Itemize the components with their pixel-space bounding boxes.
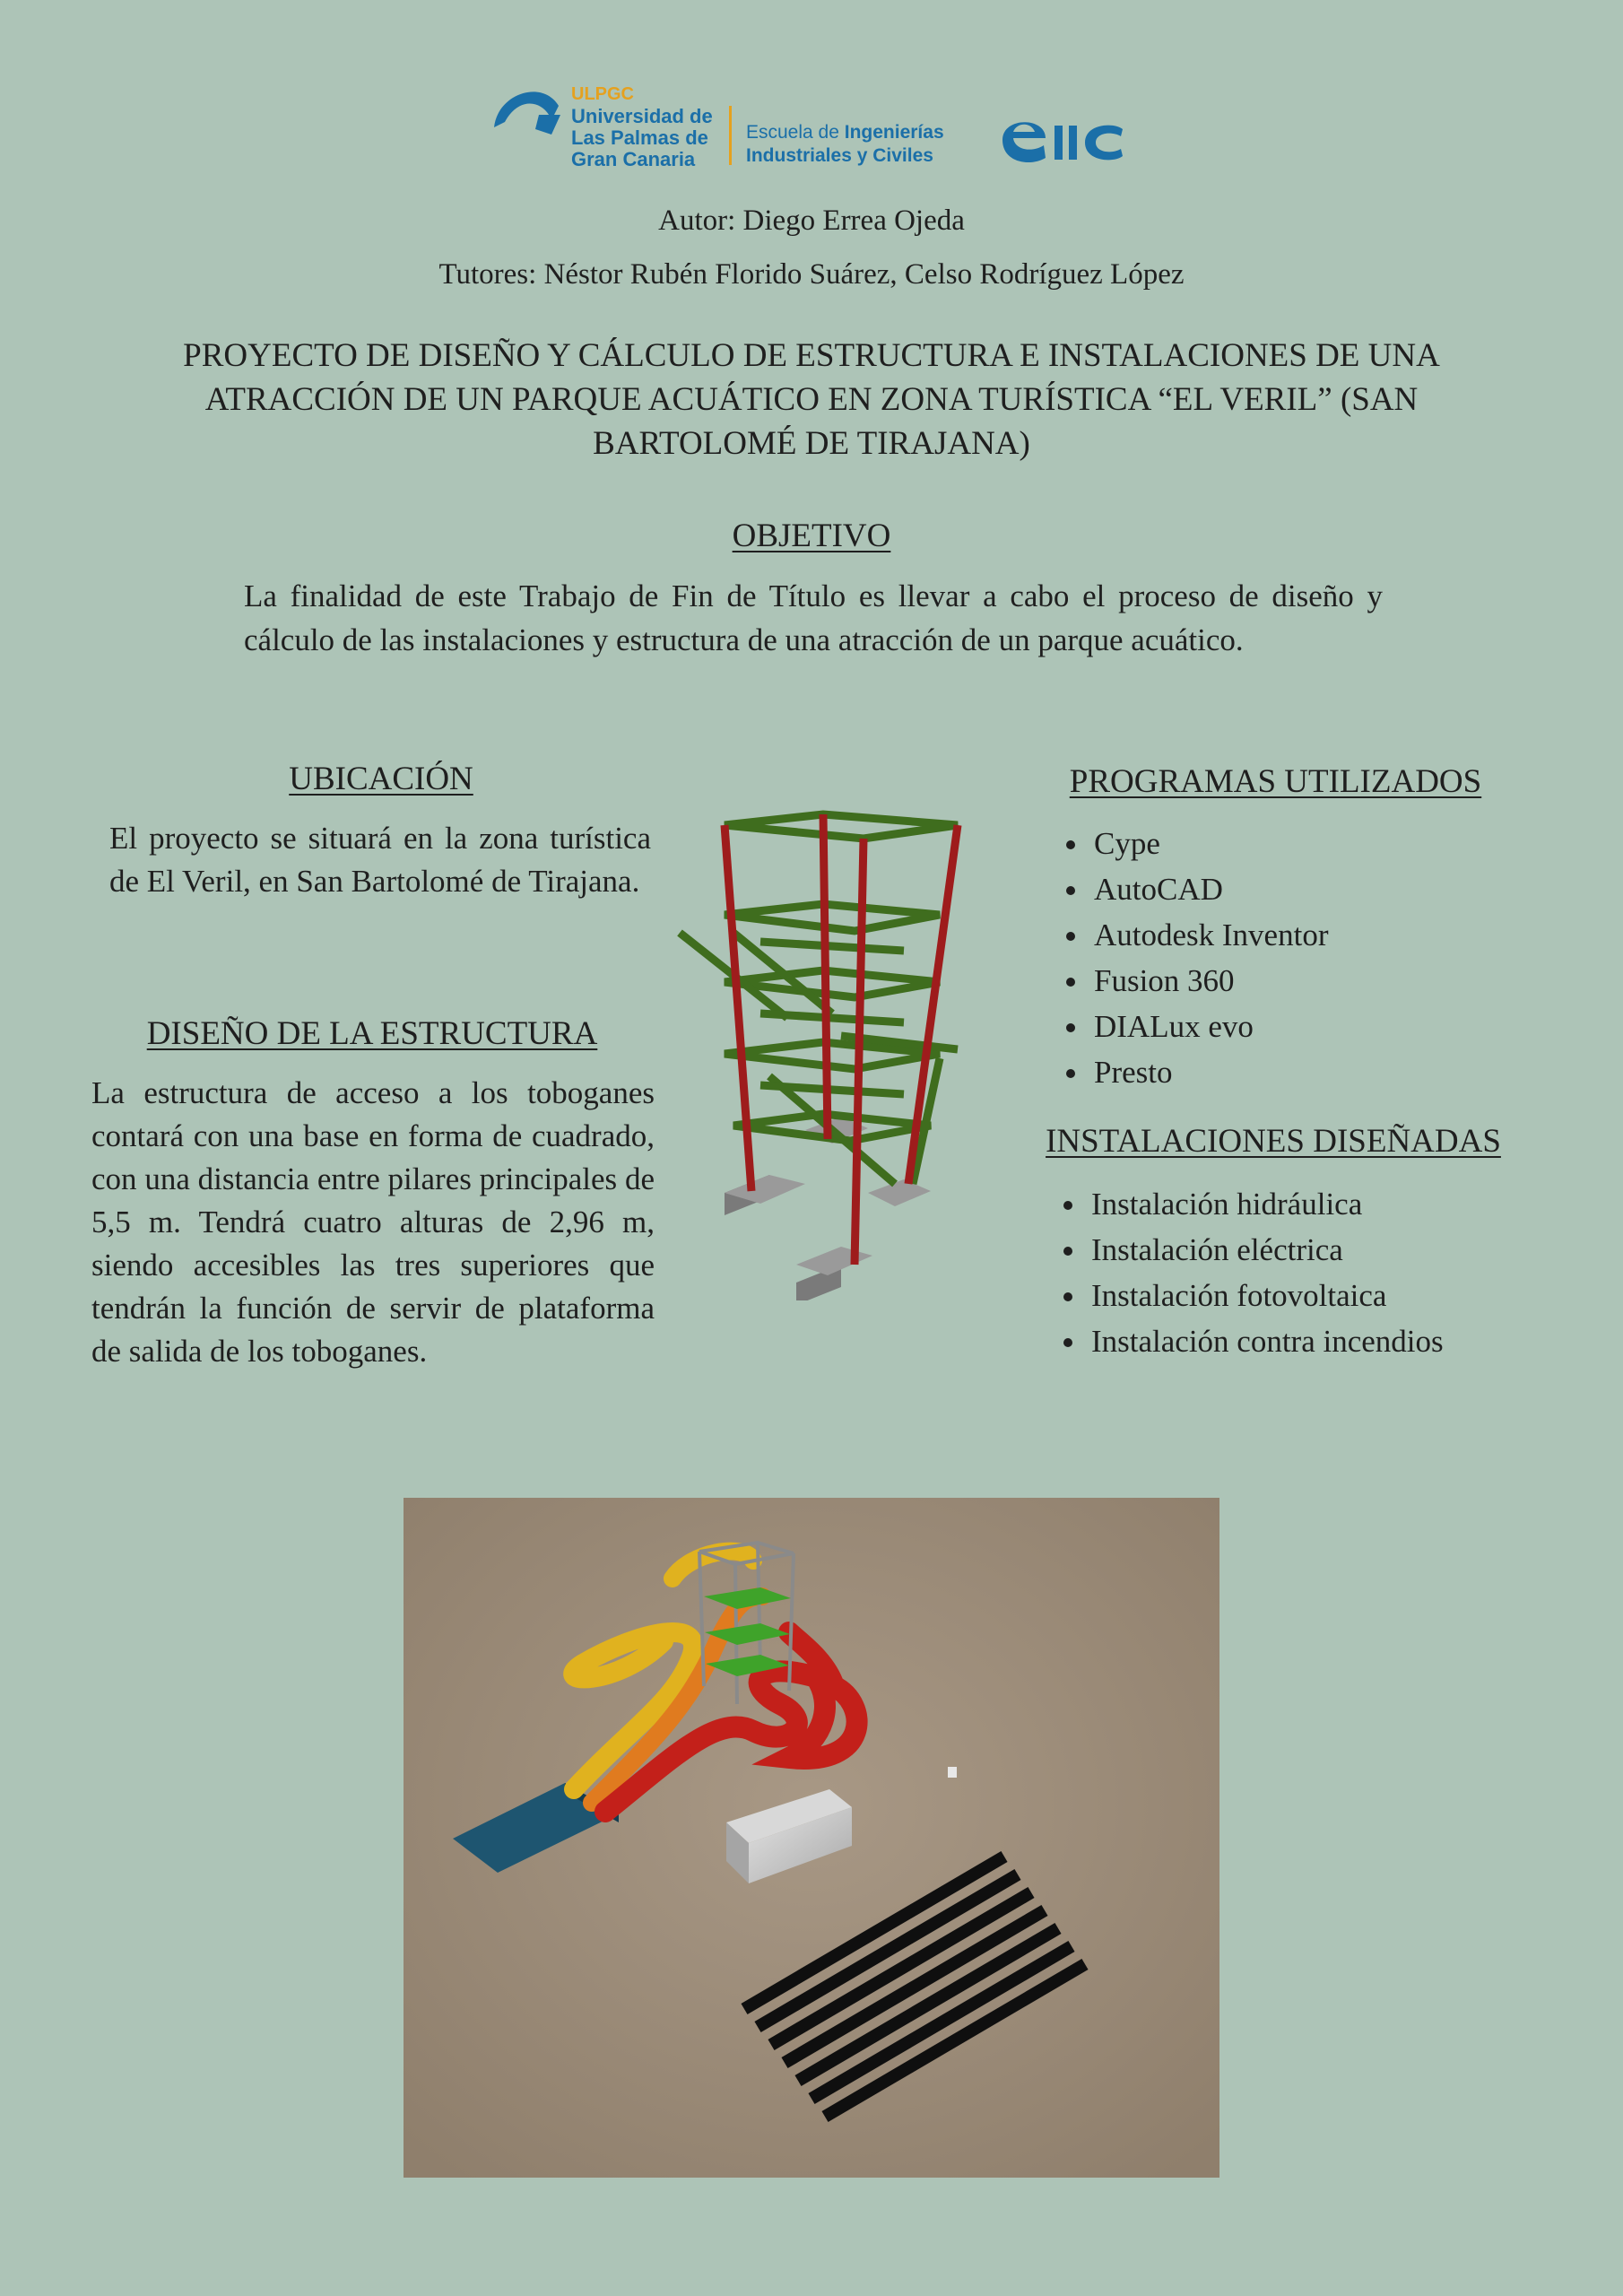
- program-item: • DIALux evo: [1090, 1004, 1539, 1049]
- ulpgc-name-line: Universidad de: [571, 105, 713, 127]
- logo-divider: [729, 106, 732, 165]
- installation-item: • Instalación fotovoltaica: [1088, 1273, 1590, 1318]
- attraction-render-image: [404, 1498, 1219, 2178]
- program-item: • Cype: [1090, 821, 1539, 866]
- structure-design-heading: DISEÑO DE LA ESTRUCTURA: [146, 1015, 598, 1052]
- project-title: PROYECTO DE DISEÑO Y CÁLCULO DE ESTRUCTURA E INSTALACIONES DE UNA ATRACCIÓN DE UN PARQUE ACUÁTICO EN ZONA TURÍSTICA “EL VERIL” (SAN BARTOLOMÉ DE TIRAJANA): [183, 337, 1440, 462]
- header-logos: [489, 70, 1134, 178]
- structure-3d-image: [671, 798, 976, 1300]
- author: Autor: Diego Errea Ojeda: [658, 204, 965, 237]
- ulpgc-name-line: Las Palmas de: [571, 126, 708, 149]
- ulpgc-logo-icon: [489, 75, 566, 152]
- installation-item: • Instalación hidráulica: [1088, 1181, 1590, 1227]
- program-item: • Autodesk Inventor: [1090, 912, 1539, 958]
- installations-heading: INSTALACIONES DISEÑADAS: [1046, 1123, 1501, 1160]
- school-name-line: Escuela de Ingenierías: [746, 122, 944, 143]
- programs-list: [1058, 821, 1539, 1095]
- programs-heading: PROGRAMAS UTILIZADOS: [1069, 763, 1482, 800]
- ulpgc-abbr: ULPGC: [571, 84, 634, 104]
- footing: [868, 1179, 931, 1206]
- program-item: • AutoCAD: [1090, 866, 1539, 912]
- eiic-logo-icon: [995, 108, 1130, 167]
- location-text: El proyecto se situará en la zona turística de El Veril, en San Bartolomé de Tirajana.: [109, 821, 651, 899]
- ulpgc-name-line: Gran Canaria: [571, 148, 696, 170]
- small-object: [948, 1767, 957, 1778]
- installations-list: [1055, 1181, 1590, 1364]
- location-heading: UBICACIÓN: [289, 761, 473, 797]
- installation-item: • Instalación contra incendios: [1088, 1318, 1590, 1364]
- structure-design-text: La estructura de acceso a los toboganes contará con una base en forma de cuadrado, con una distancia entre pilares principales de 5,5 m. Tendrá cuatro alturas de 2,96 m, siendo accesibles las tres superiores que tendrán la función de servir de plataforma de salida de los toboganes.: [91, 1075, 655, 1369]
- objective-heading: OBJETIVO: [732, 517, 891, 554]
- program-item: • Presto: [1090, 1049, 1539, 1095]
- program-item: • Fusion 360: [1090, 958, 1539, 1004]
- tutors: Tutores: Néstor Rubén Florido Suárez, Celso Rodríguez López: [438, 258, 1185, 291]
- installation-item: • Instalación eléctrica: [1088, 1227, 1590, 1273]
- objective-text: La finalidad de este Trabajo de Fin de Título es llevar a cabo el proceso de diseño y cálculo de las instalaciones y estructura de una atracción de un parque acuático.: [244, 578, 1383, 657]
- school-name-line: Industriales y Civiles: [746, 145, 933, 166]
- footing: [796, 1247, 872, 1275]
